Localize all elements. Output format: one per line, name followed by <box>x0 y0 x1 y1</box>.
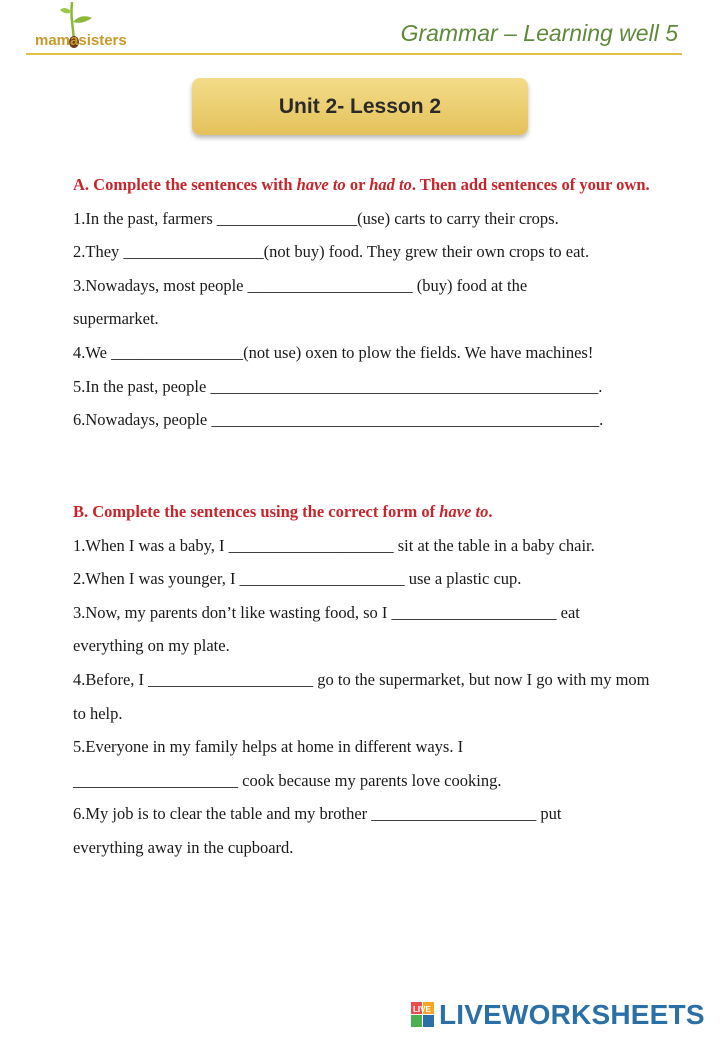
question-b5[interactable]: 5.Everyone in my family helps at home in different ways. I ____________________ cook because my parents love cooking. <box>73 737 502 790</box>
svg-text:mamasisters: mamasisters <box>35 32 127 49</box>
liveworksheets-badge-icon <box>411 1002 435 1028</box>
question-b4[interactable]: 4.Before, I ____________________ go to the supermarket, but now I go with my mom to help. <box>73 669 650 723</box>
question-a6[interactable]: 6.Nowadays, people _______________________________________________. <box>73 410 604 430</box>
sprout-logo-icon <box>30 0 130 56</box>
question-b3[interactable]: 3.Now, my parents don’t like wasting food, so I ____________________ eat everything on my plate. <box>73 602 580 656</box>
header-divider <box>26 53 682 55</box>
question-b6[interactable]: 6.My job is to clear the table and my brother ____________________ put everything away in the cupboard. <box>73 804 562 857</box>
lesson-title: Unit 2- Lesson 2 <box>278 94 442 118</box>
question-a3[interactable]: 3.Nowadays, most people ____________________ (buy) food at the supermarket. <box>73 275 528 329</box>
worksheet-series-title: Grammar – Learning well 5 <box>400 20 678 46</box>
question-a5[interactable]: 5.In the past, people _______________________________________________. <box>73 376 603 396</box>
question-a4[interactable]: 4.We ________________(not use) oxen to plow the fields. We have machines! <box>73 342 594 362</box>
brand-logo <box>30 0 130 56</box>
section-b <box>73 495 673 865</box>
lesson-title-banner <box>192 78 528 135</box>
section-a <box>73 168 673 437</box>
section-b-heading: B. Complete the sentences using the correct form of have to. <box>73 502 493 521</box>
question-a2[interactable]: 2.They _________________(not buy) food. They grew their own crops to eat. <box>73 242 590 262</box>
liveworksheets-logo <box>411 997 705 1033</box>
svg-text:LIVE: LIVE <box>413 1005 431 1014</box>
liveworksheets-wordmark: LIVEWORKSHEETS <box>439 999 705 1030</box>
section-a-heading: A. Complete the sentences with have to or had to. Then add sentences of your own. <box>73 175 650 194</box>
question-a1[interactable]: 1.In the past, farmers _________________(use) carts to carry their crops. <box>73 208 559 228</box>
question-b2[interactable]: 2.When I was younger, I ____________________ use a plastic cup. <box>73 569 522 589</box>
question-b1[interactable]: 1.When I was a baby, I ____________________ sit at the table in a baby chair. <box>73 535 595 555</box>
